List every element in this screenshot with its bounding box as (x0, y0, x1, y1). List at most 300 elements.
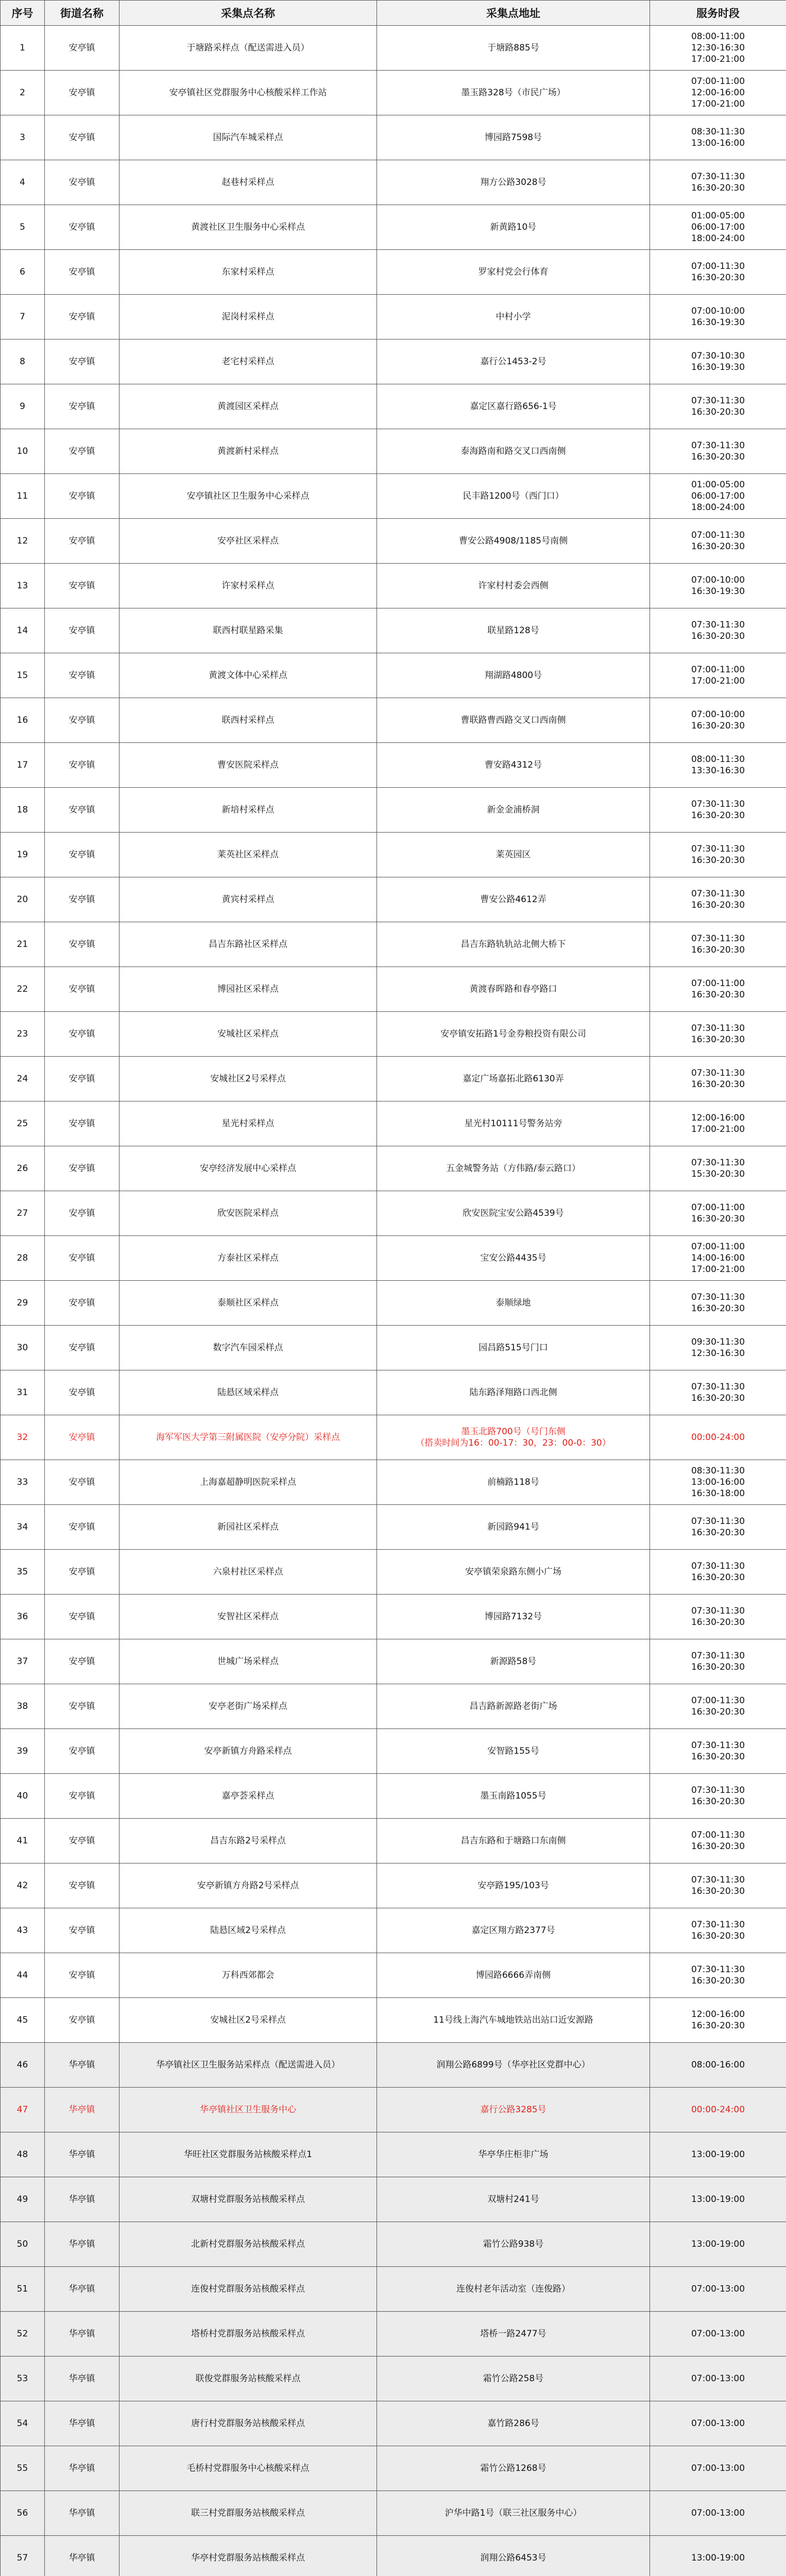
cell-hours (650, 1684, 786, 1729)
cell-no: 22 (1, 967, 45, 1012)
table-row (1, 429, 786, 474)
cell-no: 19 (1, 833, 45, 877)
cell-address: 博园路7598号 (377, 115, 650, 160)
cell-hours (650, 1774, 786, 1819)
table-row (1, 564, 786, 608)
hours-slot: 16:30-20:30 (691, 1528, 745, 1538)
cell-no: 8 (1, 340, 45, 384)
cell-site-name: 新培村采样点 (119, 788, 377, 833)
cell-site-name: 安亭新镇方舟路2号采样点 (119, 1863, 377, 1908)
cell-hours (650, 1460, 786, 1505)
header-address: 采集点地址 (377, 1, 650, 26)
cell-no: 21 (1, 922, 45, 967)
cell-no: 18 (1, 788, 45, 833)
cell-no: 44 (1, 1953, 45, 1998)
cell-address: 欣安医院宝安公路4539号 (377, 1191, 650, 1236)
cell-hours (650, 788, 786, 833)
hours-slot: 17:00-21:00 (691, 1124, 745, 1134)
cell-site-name: 陆悬区域采样点 (119, 1370, 377, 1415)
cell-site-name: 联西村采样点 (119, 698, 377, 743)
cell-site-name: 世城广场采样点 (119, 1639, 377, 1684)
cell-address: 博园路7132号 (377, 1595, 650, 1639)
cell-no: 55 (1, 2446, 45, 2491)
cell-hours (650, 71, 786, 115)
table-row (1, 2357, 786, 2401)
cell-site-name: 陆悬区域2号采样点 (119, 1908, 377, 1953)
cell-street: 安亭镇 (45, 1191, 119, 1236)
table-row (1, 788, 786, 833)
cell-no: 33 (1, 1460, 45, 1505)
hours-slot: 16:30-20:30 (691, 990, 745, 1000)
header-site-name: 采集点名称 (119, 1, 377, 26)
header-no: 序号 (1, 1, 45, 26)
cell-no: 25 (1, 1101, 45, 1146)
cell-hours (650, 519, 786, 564)
hours-slot: 07:30-11:30 (691, 1785, 745, 1795)
cell-street: 安亭镇 (45, 1012, 119, 1057)
hours-slot: 07:30-10:30 (691, 351, 745, 361)
table-row (1, 340, 786, 384)
cell-address: 安亭路195/103号 (377, 1863, 650, 1908)
cell-site-name: 欣安医院采样点 (119, 1191, 377, 1236)
cell-hours (650, 1057, 786, 1101)
cell-street: 安亭镇 (45, 115, 119, 160)
cell-hours (650, 564, 786, 608)
cell-site-name: 华亭镇社区卫生服务中心 (119, 2088, 377, 2132)
hours-slot: 17:00-21:00 (691, 54, 745, 64)
hours-slot: 18:00-24:00 (691, 502, 745, 513)
hours-slot: 07:30-11:30 (691, 1382, 745, 1392)
cell-no: 48 (1, 2132, 45, 2177)
cell-site-name: 数字汽车园采样点 (119, 1326, 377, 1370)
hours-slot: 07:30-11:30 (691, 1740, 745, 1751)
cell-site-name: 老宅村采样点 (119, 340, 377, 384)
cell-no: 3 (1, 115, 45, 160)
cell-street: 安亭镇 (45, 1146, 119, 1191)
cell-street: 安亭镇 (45, 564, 119, 608)
cell-address: 新金金浦桥洞 (377, 788, 650, 833)
table-row (1, 1326, 786, 1370)
cell-hours (650, 2088, 786, 2132)
cell-address: 安智路155号 (377, 1729, 650, 1774)
cell-no: 47 (1, 2088, 45, 2132)
hours-slot: 16:30-20:30 (691, 1035, 745, 1045)
hours-slot: 17:00-21:00 (691, 99, 745, 109)
table-row (1, 1863, 786, 1908)
cell-hours (650, 1326, 786, 1370)
cell-street: 安亭镇 (45, 653, 119, 698)
hours-slot: 08:30-11:30 (691, 1466, 745, 1476)
table-row (1, 2446, 786, 2491)
cell-street: 安亭镇 (45, 71, 119, 115)
cell-street: 安亭镇 (45, 1908, 119, 1953)
cell-no: 11 (1, 474, 45, 519)
cell-no: 27 (1, 1191, 45, 1236)
cell-street: 华亭镇 (45, 2312, 119, 2357)
cell-hours (650, 1281, 786, 1326)
cell-hours (650, 2222, 786, 2267)
hours-slot: 07:00-11:30 (691, 1830, 745, 1840)
cell-address: 五金城警务站（方伟路/泰云路口） (377, 1146, 650, 1191)
cell-site-name: 安城社区2号采样点 (119, 1998, 377, 2043)
hours-slot: 16:30-20:30 (691, 1617, 745, 1628)
cell-no: 12 (1, 519, 45, 564)
cell-site-name: 安亭新镇方舟路采样点 (119, 1729, 377, 1774)
hours-slot: 16:30-20:30 (691, 1931, 745, 1941)
cell-no: 4 (1, 160, 45, 205)
table-row (1, 2177, 786, 2222)
cell-hours (650, 1191, 786, 1236)
cell-address: 泰海路南和路交叉口西南侧 (377, 429, 650, 474)
hours-slot: 12:00-16:00 (691, 88, 745, 98)
hours-slot: 07:30-11:30 (691, 1516, 745, 1527)
hours-slot: 16:30-20:30 (691, 452, 745, 462)
cell-street: 安亭镇 (45, 1774, 119, 1819)
cell-address: 霜竹公路258号 (377, 2357, 650, 2401)
cell-hours (650, 295, 786, 340)
cell-site-name: 塔桥村党群服务站核酸采样点 (119, 2312, 377, 2357)
table-row (1, 1953, 786, 1998)
cell-address: 墨玉南路1055号 (377, 1774, 650, 1819)
cell-hours (650, 608, 786, 653)
cell-address: 嘉定区翔方路2377号 (377, 1908, 650, 1953)
hours-slot: 17:00-21:00 (691, 676, 745, 686)
cell-no: 36 (1, 1595, 45, 1639)
hours-slot: 07:30-11:30 (691, 1023, 745, 1033)
hours-slot: 13:00-19:00 (691, 2149, 745, 2160)
cell-site-name: 连俊村党群服务站核酸采样点 (119, 2267, 377, 2312)
cell-address: 安亭镇安拓路1号金券粮投资有限公司 (377, 1012, 650, 1057)
cell-address: 新园路941号 (377, 1505, 650, 1550)
cell-street: 安亭镇 (45, 1101, 119, 1146)
table-row (1, 205, 786, 250)
table-row (1, 743, 786, 788)
hours-slot: 07:00-13:00 (691, 2374, 745, 2384)
cell-no: 16 (1, 698, 45, 743)
cell-address: 嘉行公路3285号 (377, 2088, 650, 2132)
hours-slot: 16:30-20:30 (691, 183, 745, 193)
hours-slot: 13:30-16:30 (691, 766, 745, 776)
cell-site-name: 曹安医院采样点 (119, 743, 377, 788)
hours-slot: 13:00-19:00 (691, 2553, 745, 2563)
hours-slot: 07:00-10:00 (691, 306, 745, 316)
table-row (1, 922, 786, 967)
cell-site-name: 安亭老街广场采样点 (119, 1684, 377, 1729)
cell-hours (650, 2043, 786, 2088)
cell-hours (650, 1012, 786, 1057)
cell-hours (650, 1953, 786, 1998)
cell-address: 泰顺绿地 (377, 1281, 650, 1326)
hours-slot: 07:00-11:30 (691, 530, 745, 540)
cell-hours (650, 160, 786, 205)
table-row (1, 608, 786, 653)
cell-site-name: 安城社区采样点 (119, 1012, 377, 1057)
cell-no: 39 (1, 1729, 45, 1774)
cell-street: 安亭镇 (45, 1729, 119, 1774)
cell-hours (650, 653, 786, 698)
cell-address: 于塘路885号 (377, 26, 650, 71)
hours-slot: 08:00-11:00 (691, 31, 745, 42)
table-row (1, 877, 786, 922)
hours-slot: 07:00-13:00 (691, 2284, 745, 2294)
hours-slot: 07:30-11:30 (691, 172, 745, 182)
cell-site-name: 星光村采样点 (119, 1101, 377, 1146)
cell-no: 38 (1, 1684, 45, 1729)
hours-slot: 07:00-13:00 (691, 2418, 745, 2429)
cell-hours (650, 429, 786, 474)
table-row (1, 519, 786, 564)
cell-address: 霜竹公路938号 (377, 2222, 650, 2267)
cell-street: 安亭镇 (45, 429, 119, 474)
cell-street: 华亭镇 (45, 2132, 119, 2177)
cell-hours (650, 1863, 786, 1908)
hours-slot: 16:30-20:30 (691, 1079, 745, 1090)
cell-site-name: 海军军医大学第三附属医院（安亭分院）采样点 (119, 1415, 377, 1460)
table-row (1, 2043, 786, 2088)
cell-no: 54 (1, 2401, 45, 2446)
table-row (1, 1908, 786, 1953)
hours-slot: 07:30-11:30 (691, 799, 745, 809)
hours-slot: 16:30-20:30 (691, 541, 745, 552)
cell-no: 5 (1, 205, 45, 250)
table-row (1, 71, 786, 115)
hours-slot: 16:30-20:30 (691, 945, 745, 955)
cell-address: 连俊村老年活动室（连俊路） (377, 2267, 650, 2312)
cell-site-name: 安亭经济发展中心采样点 (119, 1146, 377, 1191)
cell-street: 安亭镇 (45, 295, 119, 340)
cell-street: 安亭镇 (45, 340, 119, 384)
hours-slot: 13:00-19:00 (691, 2194, 745, 2205)
cell-hours (650, 474, 786, 519)
cell-hours (650, 2536, 786, 2576)
cell-hours (650, 1729, 786, 1774)
cell-street: 安亭镇 (45, 1281, 119, 1326)
table-row (1, 384, 786, 429)
hours-slot: 16:30-20:30 (691, 855, 745, 866)
cell-street: 华亭镇 (45, 2446, 119, 2491)
cell-site-name: 万科西郊都会 (119, 1953, 377, 1998)
cell-street: 安亭镇 (45, 1639, 119, 1684)
table-row (1, 2312, 786, 2357)
cell-no: 6 (1, 250, 45, 295)
hours-slot: 13:00-16:00 (691, 1477, 745, 1487)
table-row (1, 2491, 786, 2536)
table-row (1, 1774, 786, 1819)
table-row (1, 653, 786, 698)
cell-street: 安亭镇 (45, 922, 119, 967)
hours-slot: 16:30-20:30 (691, 1662, 745, 1672)
cell-no: 14 (1, 608, 45, 653)
table-row (1, 1012, 786, 1057)
hours-slot: 07:30-11:30 (691, 620, 745, 630)
hours-slot: 07:00-13:00 (691, 2508, 745, 2518)
hours-slot: 13:00-16:00 (691, 138, 745, 148)
table-row (1, 26, 786, 71)
cell-street: 安亭镇 (45, 250, 119, 295)
table-row (1, 698, 786, 743)
cell-hours (650, 877, 786, 922)
header-street: 街道名称 (45, 1, 119, 26)
cell-site-name: 华亭镇社区卫生服务站采样点（配送需进入员） (119, 2043, 377, 2088)
cell-hours (650, 250, 786, 295)
hours-slot: 16:30-19:30 (691, 586, 745, 597)
cell-no: 31 (1, 1370, 45, 1415)
hours-slot: 08:00-16:00 (691, 2060, 745, 2070)
cell-hours (650, 2446, 786, 2491)
cell-address: 墨玉路328号（市民广场） (377, 71, 650, 115)
cell-no: 24 (1, 1057, 45, 1101)
table-row (1, 2267, 786, 2312)
hours-slot: 16:30-20:30 (691, 1303, 745, 1314)
cell-site-name: 于塘路采样点（配送需进入员） (119, 26, 377, 71)
cell-address: 嘉竹路286号 (377, 2401, 650, 2446)
cell-hours (650, 1819, 786, 1863)
cell-street: 华亭镇 (45, 2401, 119, 2446)
table-row (1, 2132, 786, 2177)
cell-site-name: 博园社区采样点 (119, 967, 377, 1012)
cell-street: 安亭镇 (45, 1595, 119, 1639)
table-row (1, 2536, 786, 2576)
cell-address: 罗家村党会行体育 (377, 250, 650, 295)
hours-slot: 16:30-20:30 (691, 1707, 745, 1717)
hours-slot: 07:30-11:30 (691, 1561, 745, 1571)
cell-no: 1 (1, 26, 45, 71)
cell-street: 安亭镇 (45, 1326, 119, 1370)
hours-slot: 12:00-16:00 (691, 2009, 745, 2020)
table-row (1, 833, 786, 877)
cell-hours (650, 2312, 786, 2357)
cell-site-name: 华旺社区党群服务站核酸采样点1 (119, 2132, 377, 2177)
cell-street: 安亭镇 (45, 1057, 119, 1101)
cell-hours (650, 1101, 786, 1146)
cell-address: 新黄路10号 (377, 205, 650, 250)
hours-slot: 07:00-13:00 (691, 2329, 745, 2339)
hours-slot: 16:30-20:30 (691, 810, 745, 821)
table-row (1, 1595, 786, 1639)
cell-address: 许家村村委会西侧 (377, 564, 650, 608)
hours-slot: 07:30-11:30 (691, 1158, 745, 1168)
cell-address: 11号线上海汽车城地铁站出站口近安源路 (377, 1998, 650, 2043)
table-row (1, 250, 786, 295)
cell-address: 霜竹公路1268号 (377, 2446, 650, 2491)
cell-hours (650, 384, 786, 429)
table-row (1, 160, 786, 205)
cell-site-name: 双塘村党群服务站核酸采样点 (119, 2177, 377, 2222)
cell-address (377, 1415, 650, 1460)
cell-no: 40 (1, 1774, 45, 1819)
cell-address: 沪华中路1号（联三社区服务中心） (377, 2491, 650, 2536)
cell-hours (650, 833, 786, 877)
cell-hours (650, 2177, 786, 2222)
cell-address: 安亭镇荣泉路东侧小广场 (377, 1550, 650, 1595)
cell-hours (650, 340, 786, 384)
hours-slot: 16:30-20:30 (691, 407, 745, 417)
cell-site-name: 黄渡园区采样点 (119, 384, 377, 429)
cell-address: 莱英园区 (377, 833, 650, 877)
hours-slot: 07:30-11:30 (691, 1651, 745, 1661)
hours-slot: 13:00-19:00 (691, 2239, 745, 2249)
hours-slot: 07:00-10:00 (691, 575, 745, 585)
cell-hours (650, 743, 786, 788)
cell-no: 26 (1, 1146, 45, 1191)
cell-site-name: 东家村采样点 (119, 250, 377, 295)
cell-site-name: 六泉村社区采样点 (119, 1550, 377, 1595)
cell-street: 华亭镇 (45, 2222, 119, 2267)
hours-slot: 07:00-13:00 (691, 2463, 745, 2473)
hours-slot: 07:00-11:00 (691, 665, 745, 675)
cell-no: 43 (1, 1908, 45, 1953)
hours-slot: 16:30-20:30 (691, 1752, 745, 1762)
cell-street: 安亭镇 (45, 1953, 119, 1998)
cell-street: 安亭镇 (45, 26, 119, 71)
cell-no: 46 (1, 2043, 45, 2088)
header-hours: 服务时段 (650, 1, 786, 26)
hours-slot: 16:30-19:30 (691, 362, 745, 372)
hours-slot: 08:00-11:30 (691, 754, 745, 765)
cell-address: 翔方公路3028号 (377, 160, 650, 205)
cell-address: 黄渡春晖路和春亭路口 (377, 967, 650, 1012)
hours-slot: 01:00-05:00 (691, 480, 745, 490)
cell-street: 华亭镇 (45, 2536, 119, 2576)
table-row (1, 295, 786, 340)
cell-address: 嘉定广场嘉拓北路6130弄 (377, 1057, 650, 1101)
cell-hours (650, 1370, 786, 1415)
hours-slot: 17:00-21:00 (691, 1264, 745, 1275)
cell-site-name: 嘉亭荟采样点 (119, 1774, 377, 1819)
cell-site-name: 方泰社区采样点 (119, 1236, 377, 1281)
cell-site-name: 国际汽车城采样点 (119, 115, 377, 160)
cell-street: 安亭镇 (45, 1505, 119, 1550)
cell-street: 安亭镇 (45, 788, 119, 833)
table-row (1, 1057, 786, 1101)
table-row (1, 1415, 786, 1460)
cell-street: 安亭镇 (45, 1819, 119, 1863)
cell-address: 润翔公路6453号 (377, 2536, 650, 2576)
hours-slot: 07:00-10:00 (691, 709, 745, 720)
hours-slot: 18:00-24:00 (691, 233, 745, 244)
table-row (1, 474, 786, 519)
cell-hours (650, 2267, 786, 2312)
cell-no: 34 (1, 1505, 45, 1550)
hours-slot: 16:30-20:30 (691, 1841, 745, 1852)
cell-no: 29 (1, 1281, 45, 1326)
cell-no: 57 (1, 2536, 45, 2576)
cell-hours (650, 2401, 786, 2446)
cell-street: 安亭镇 (45, 519, 119, 564)
cell-street: 安亭镇 (45, 967, 119, 1012)
hours-slot: 16:30-20:30 (691, 631, 745, 641)
table-row (1, 1281, 786, 1326)
cell-site-name: 联西村联星路采集 (119, 608, 377, 653)
cell-street: 华亭镇 (45, 2177, 119, 2222)
hours-slot: 07:00-11:30 (691, 261, 745, 272)
hours-slot: 16:30-20:30 (691, 721, 745, 731)
cell-no: 20 (1, 877, 45, 922)
table-row (1, 1146, 786, 1191)
table-row (1, 967, 786, 1012)
cell-no: 50 (1, 2222, 45, 2267)
cell-address: 博园路6666弄南侧 (377, 1953, 650, 1998)
cell-no: 53 (1, 2357, 45, 2401)
cell-hours (650, 1415, 786, 1460)
cell-no: 56 (1, 2491, 45, 2536)
table-row (1, 1998, 786, 2043)
cell-street: 安亭镇 (45, 877, 119, 922)
hours-slot: 07:00-11:00 (691, 1242, 745, 1252)
cell-site-name: 新园社区采样点 (119, 1505, 377, 1550)
hours-slot: 01:00-05:00 (691, 211, 745, 221)
cell-street: 安亭镇 (45, 698, 119, 743)
